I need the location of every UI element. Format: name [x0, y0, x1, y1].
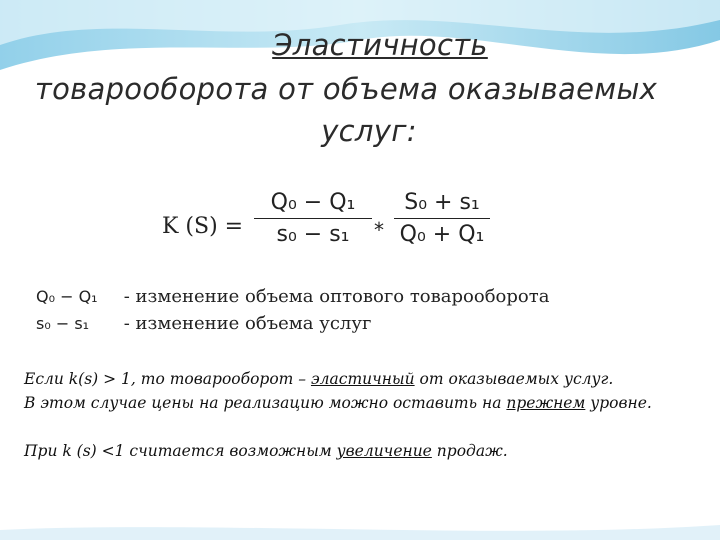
- fraction-1-numerator: Q₀ − Q₁: [270, 190, 356, 215]
- fraction-2: [394, 190, 490, 247]
- footer-wave-decoration: [0, 500, 720, 540]
- fraction-1-denominator: s₀ − s₁: [254, 218, 372, 247]
- definition-row: [36, 286, 549, 307]
- definition-expression: s₀ − s₁: [36, 314, 90, 333]
- paragraph-prices: В этом случае цены на реализацию можно оставить на прежнем уровне.: [24, 394, 652, 412]
- fraction-2-denominator: Q₀ + Q₁: [394, 218, 490, 247]
- slide-title-line3: услуг:: [321, 114, 417, 148]
- slide-title-line1: Эластичность: [272, 28, 488, 62]
- slide-title-line2: товарооборота от объема оказываемых: [34, 72, 658, 106]
- elasticity-formula: [162, 188, 502, 268]
- paragraph-sales: При k (s) <1 считается возможным увеличение продаж.: [24, 442, 508, 460]
- formula-label: K (S) =: [162, 214, 244, 239]
- definition-expression: Q₀ − Q₁: [36, 287, 98, 306]
- fraction-1: [254, 190, 372, 247]
- definition-text: - изменение объема оптового товарооборота: [123, 286, 550, 307]
- multiply-operator: *: [374, 218, 384, 242]
- fraction-2-numerator: S₀ + s₁: [404, 190, 480, 215]
- definition-row: [36, 313, 371, 334]
- paragraph-elastic: Если k(s) > 1, то товарооборот – эластичный от оказываемых услуг.: [24, 370, 614, 388]
- definition-text: - изменение объема услуг: [123, 313, 372, 334]
